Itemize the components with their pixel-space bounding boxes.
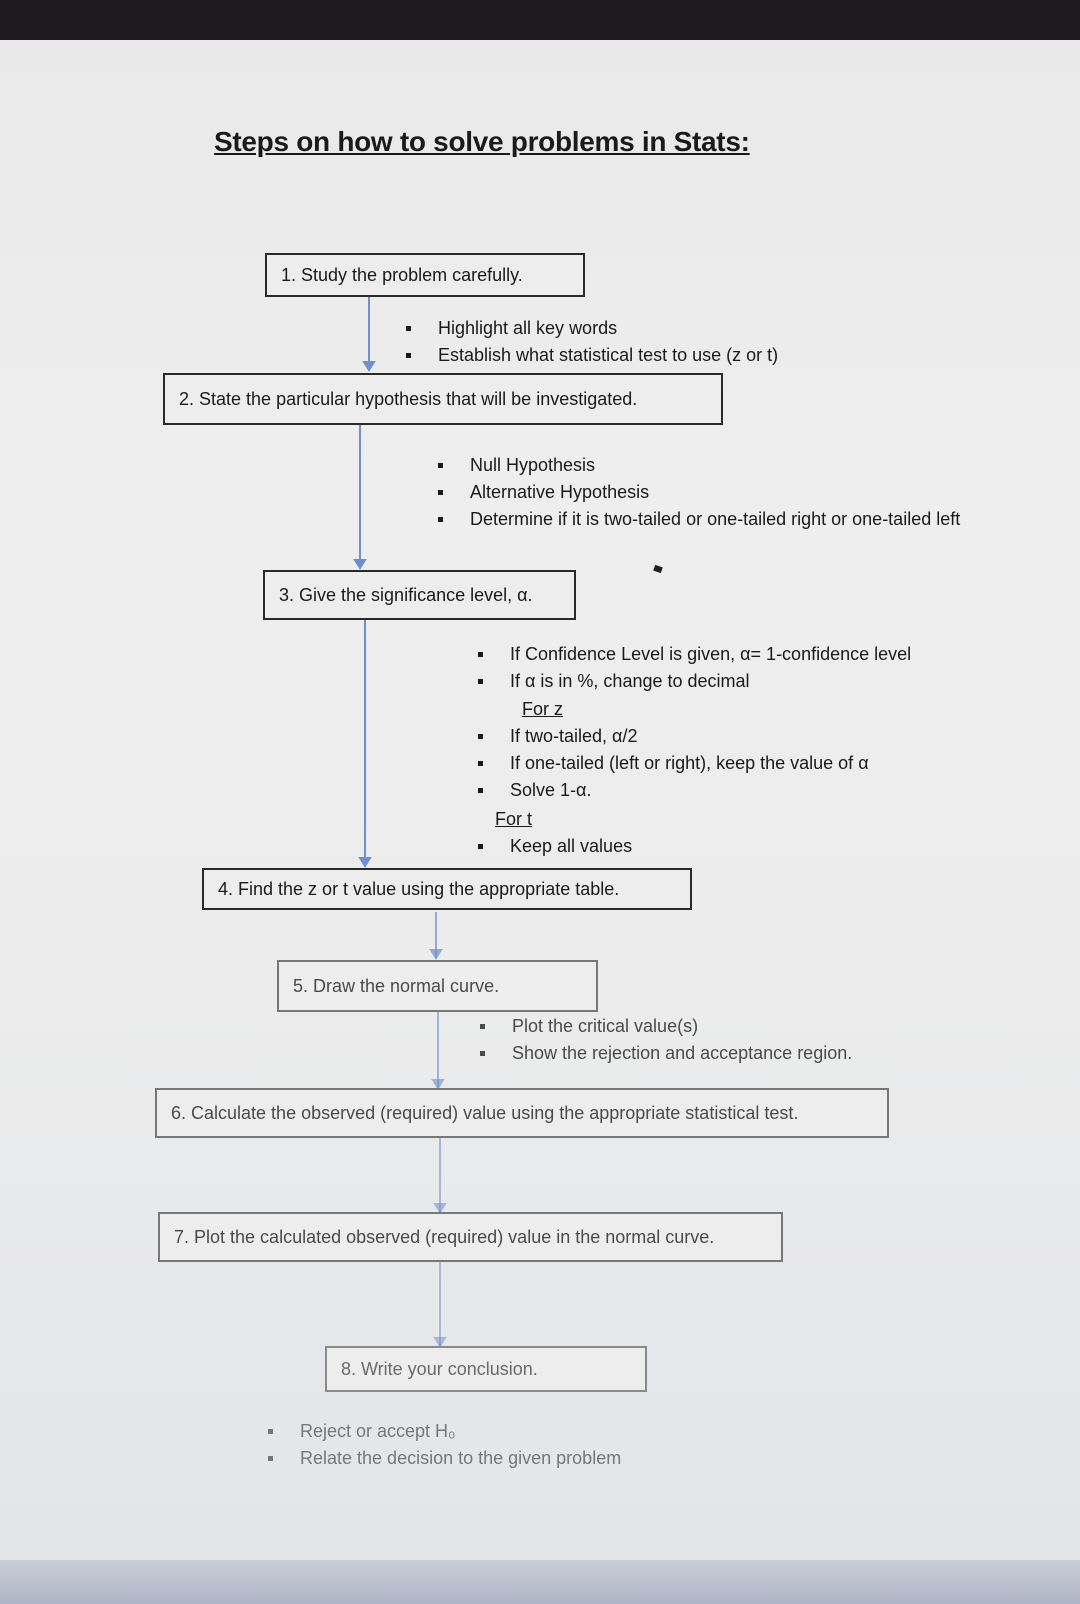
step-1-label: 1. Study the problem carefully. (281, 264, 523, 285)
step-1-bullets (438, 315, 778, 369)
bullet-icon (406, 353, 411, 358)
step-3-bullets (510, 641, 911, 695)
list-item: Alternative Hypothesis (470, 479, 990, 506)
bullet-icon (478, 844, 483, 849)
list-item: Highlight all key words (438, 315, 778, 342)
step-2-label: 2. State the particular hypothesis that will be investigated. (179, 388, 638, 409)
step-6-box (155, 1088, 889, 1138)
step-6-label: 6. Calculate the observed (required) value using the appropriate statistical test. (171, 1102, 799, 1123)
for-z-heading: For z (522, 699, 564, 719)
bullet-icon (478, 734, 483, 739)
bullet-icon (438, 490, 443, 495)
list-item: Determine if it is two-tailed or one-tailed right or one-tailed left (470, 506, 990, 532)
step-5-label: 5. Draw the normal curve. (293, 975, 500, 996)
step-2-bullets (470, 452, 990, 532)
list-item: Relate the decision to the given problem (300, 1445, 621, 1472)
list-item: If Confidence Level is given, α= 1-confidence level (510, 641, 911, 668)
list-item: Null Hypothesis (470, 452, 990, 479)
list-item: Show the rejection and acceptance region. (512, 1040, 852, 1067)
step-8-label: 8. Write your conclusion. (341, 1358, 538, 1379)
for-z-bullets (510, 723, 869, 804)
step-5-bullets (512, 1013, 852, 1067)
bullet-icon (480, 1051, 485, 1056)
bullet-icon (478, 761, 483, 766)
step-7-box (158, 1212, 783, 1262)
list-item: Establish what statistical test to use (z or t) (438, 342, 778, 369)
list-item: Plot the critical value(s) (512, 1013, 852, 1040)
list-item: Solve 1-α. (510, 777, 869, 804)
step-2-box (163, 373, 723, 425)
bullet-icon (478, 679, 483, 684)
step-8-bullets (300, 1418, 621, 1472)
step-5-box (277, 960, 598, 1012)
step-4-box (202, 868, 692, 910)
for-t-heading: For t (495, 809, 533, 829)
step-3-label: 3. Give the significance level, α. (279, 584, 533, 605)
page-title: Steps on how to solve problems in Stats: (214, 126, 750, 157)
list-item: If two-tailed, α/2 (510, 723, 869, 750)
step-1-box (265, 253, 585, 297)
bullet-icon (480, 1024, 485, 1029)
bullet-icon (478, 652, 483, 657)
bullet-icon (406, 326, 411, 331)
step-7-label: 7. Plot the calculated observed (required) value in the normal curve. (174, 1226, 715, 1247)
bullet-icon (438, 463, 443, 468)
list-item: Reject or accept H₀ (300, 1418, 621, 1445)
list-item: Keep all values (510, 833, 632, 860)
bullet-icon (268, 1456, 273, 1461)
list-item: If one-tailed (left or right), keep the value of α (510, 750, 869, 777)
step-8-box (325, 1346, 647, 1392)
monitor-bezel-edge (0, 1560, 1080, 1604)
bullet-icon (268, 1429, 273, 1434)
for-t-bullets (510, 833, 632, 860)
list-item: If α is in %, change to decimal (510, 668, 911, 695)
bullet-icon (438, 517, 443, 522)
step-4-label: 4. Find the z or t value using the appropriate table. (218, 878, 620, 899)
bullet-icon (478, 788, 483, 793)
step-3-box (263, 570, 576, 620)
